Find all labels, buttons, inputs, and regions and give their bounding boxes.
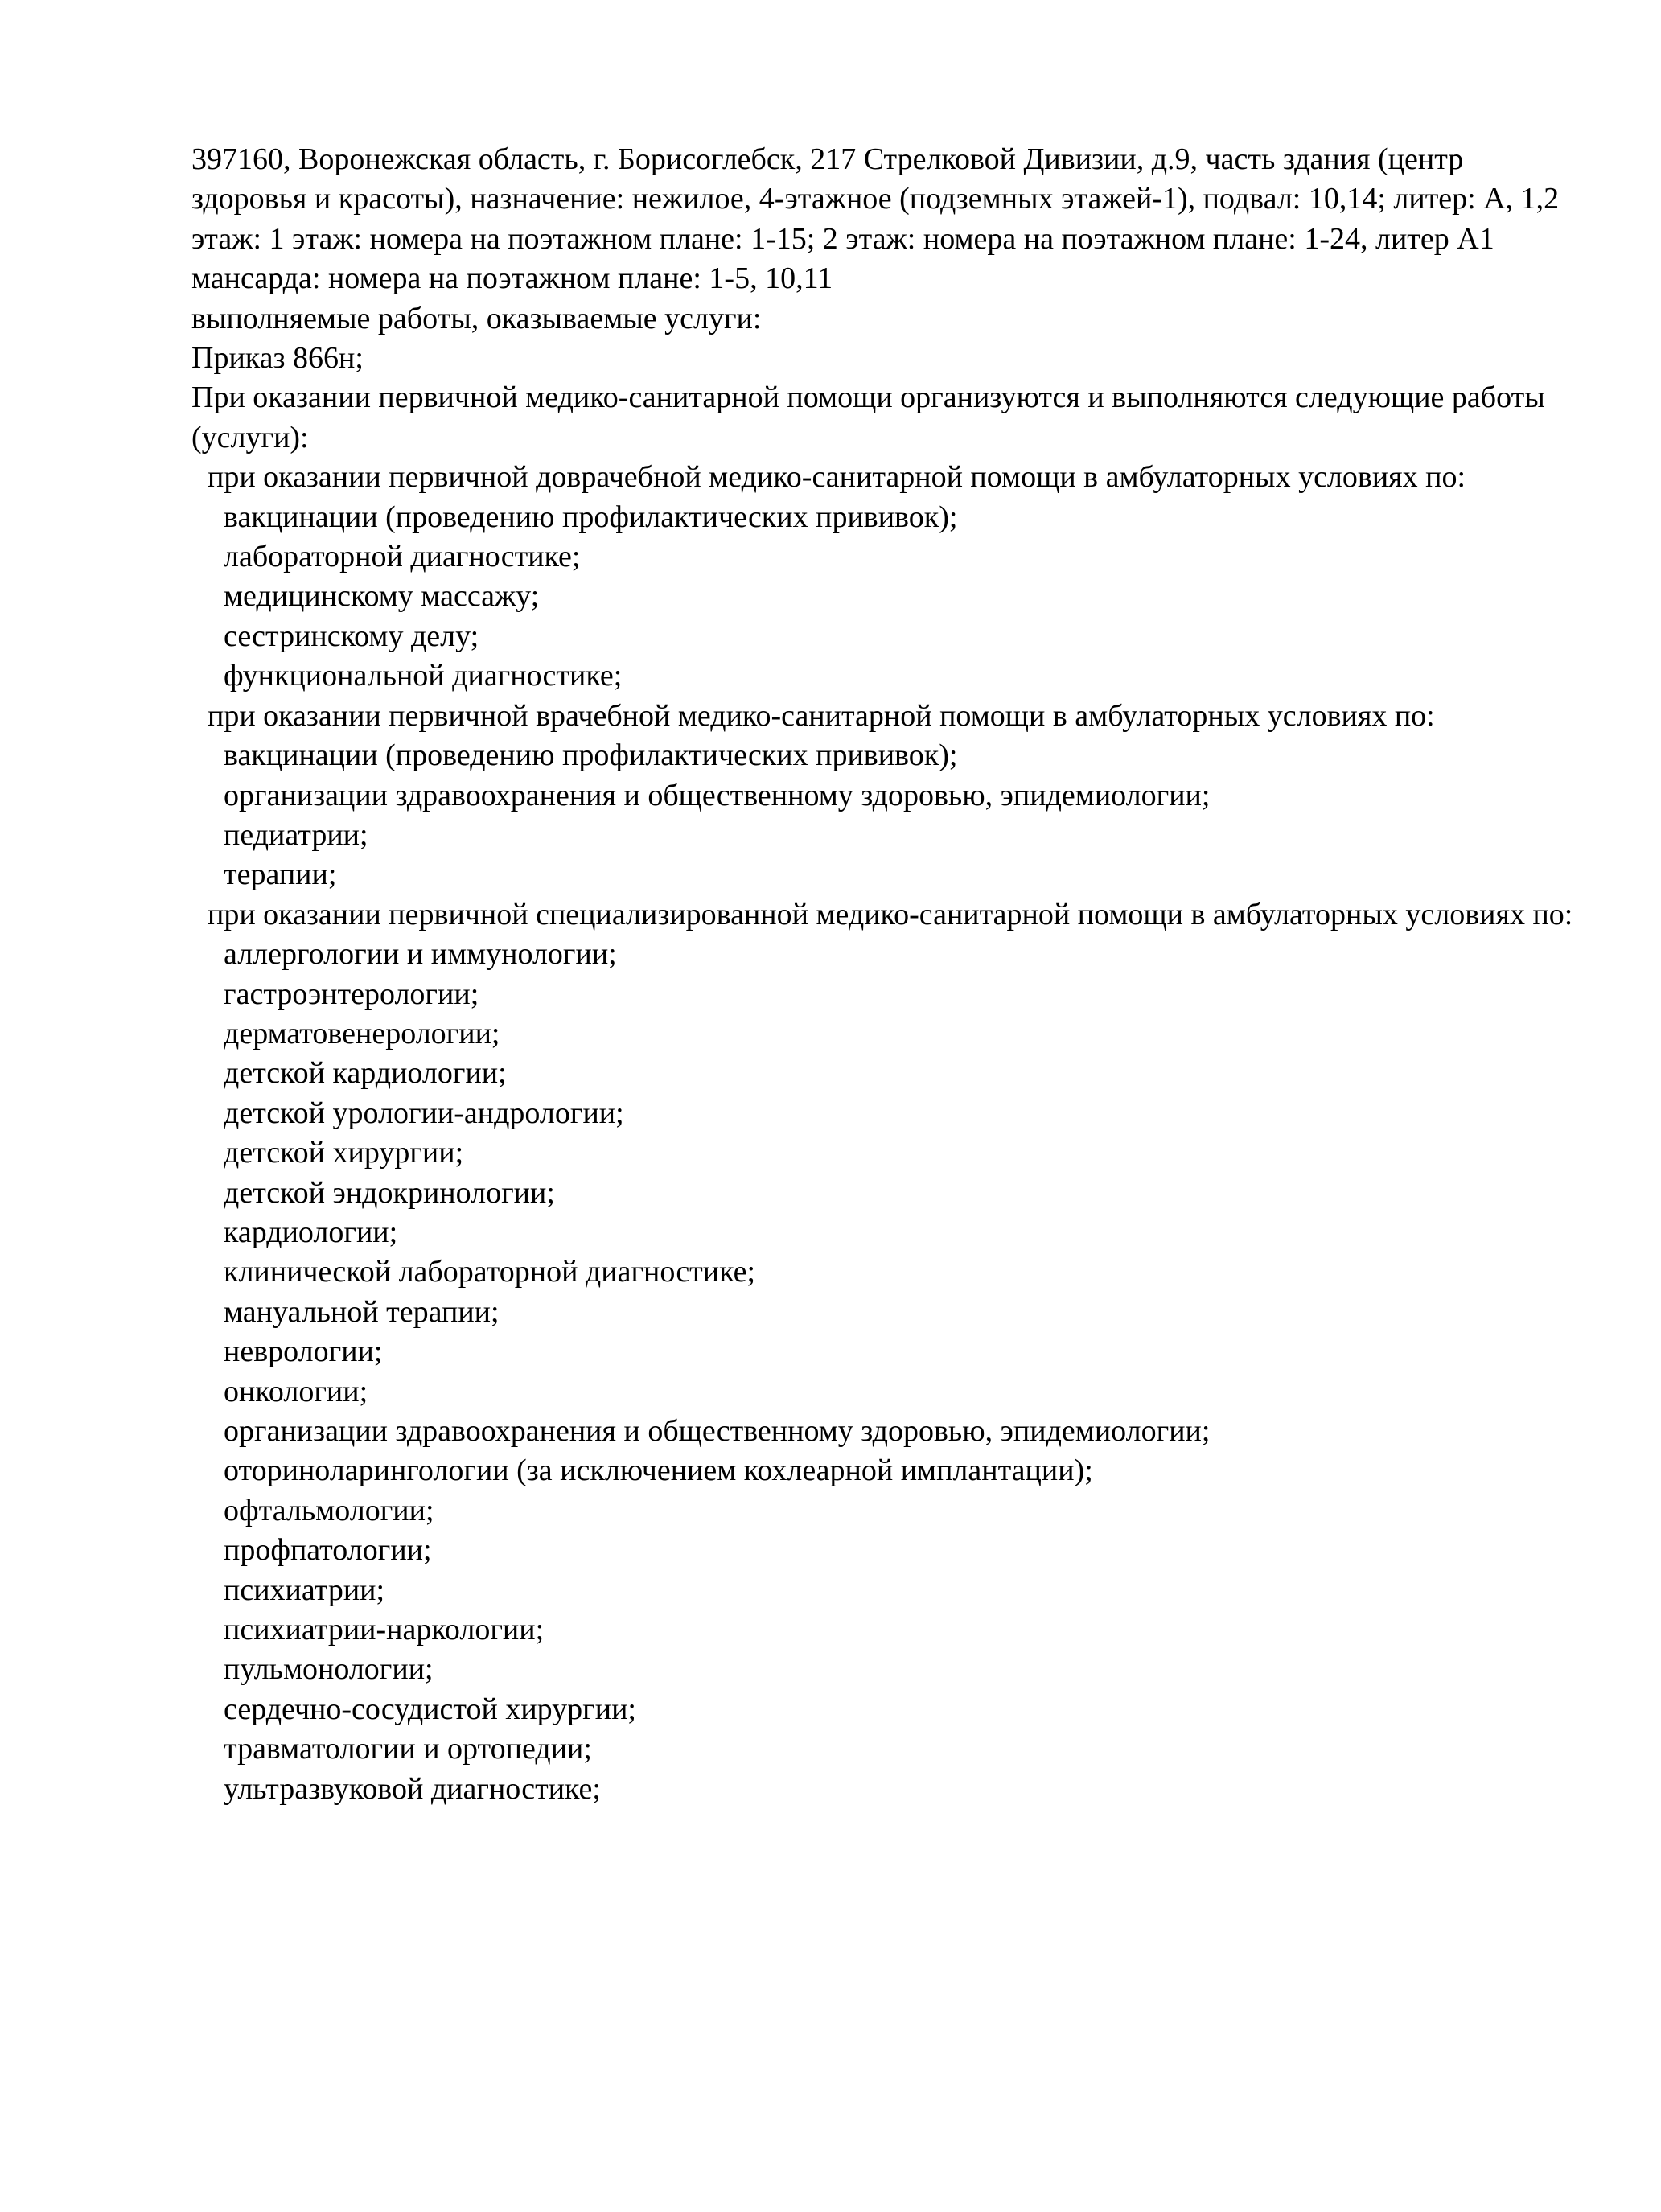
list-item: оториноларингологии (за исключением кохлеарной имплантации); — [224, 1453, 1093, 1488]
list-item: детской эндокринологии; — [224, 1175, 555, 1210]
works-heading: выполняемые работы, оказываемые услуги: — [191, 301, 762, 335]
list-item: гастроэнтерологии; — [224, 976, 479, 1011]
list-item: дерматовенерологии; — [224, 1016, 500, 1050]
section-physician — [191, 697, 1575, 895]
intro-paragraph: При оказании первичной медико-санитарной помощи организуются и выполняются следующие работы (услуги): — [191, 380, 1553, 454]
list-item: детской урологии-андрологии; — [224, 1096, 624, 1130]
address-paragraph: 397160, Воронежская область, г. Борисоглебск, 217 Стрелковой Дивизии, д.9, часть здания (центр здоровья и красоты), назначение: нежилое, 4-этажное (подземных этажей-1), подвал: 10,14; литер: А, 1,2 этаж: 1 этаж: номера на поэтажном плане: 1-15; 2 этаж: номера на поэтажном плане: 1-24, литер А1 мансарда: номера на поэтажном плане: 1-5, 10,11 — [191, 142, 1567, 296]
order-reference: Приказ 866н; — [191, 341, 364, 376]
list-item: вакцинации (проведению профилактических прививок); — [224, 500, 958, 534]
list-item: детской хирургии; — [224, 1136, 464, 1170]
list-item: организации здравоохранения и общественному здоровью, эпидемиологии; — [224, 1414, 1211, 1448]
document-body — [191, 140, 1575, 1809]
list-item: офтальмологии; — [224, 1493, 434, 1527]
list-item: мануальной терапии; — [224, 1294, 500, 1329]
section-prehospital — [191, 458, 1575, 696]
section-heading: при оказании первичной доврачебной медико-санитарной помощи в амбулаторных условиях по: — [208, 460, 1466, 495]
list-item: аллергологии и иммунологии; — [224, 937, 617, 972]
list-item: лабораторной диагностике; — [224, 540, 581, 574]
section-heading: при оказании первичной специализированной медико-санитарной помощи в амбулаторных условиях по: — [208, 897, 1573, 931]
list-item: терапии; — [224, 857, 337, 892]
list-item: психиатрии-наркологии; — [224, 1613, 545, 1647]
list-item: сердечно-сосудистой хирургии; — [224, 1692, 636, 1726]
list-item: ультразвуковой диагностике; — [224, 1771, 601, 1806]
list-item: клинической лабораторной диагностике; — [224, 1255, 756, 1289]
list-item: педиатрии; — [224, 817, 368, 852]
list-item: сестринскому делу; — [224, 619, 479, 653]
section-specialized — [191, 895, 1575, 1809]
list-item: медицинскому массажу; — [224, 579, 540, 614]
list-item: профпатологии; — [224, 1533, 432, 1568]
list-item: травматологии и ортопедии; — [224, 1732, 592, 1766]
list-item: неврологии; — [224, 1334, 383, 1369]
list-item: онкологии; — [224, 1374, 368, 1408]
list-item: психиатрии; — [224, 1573, 385, 1607]
list-item: детской кардиологии; — [224, 1056, 507, 1091]
list-item: вакцинации (проведению профилактических прививок); — [224, 738, 958, 773]
section-heading: при оказании первичной врачебной медико-санитарной помощи в амбулаторных условиях по: — [208, 698, 1435, 733]
list-item: функциональной диагностике; — [224, 659, 623, 693]
list-item: кардиологии; — [224, 1215, 398, 1249]
list-item: организации здравоохранения и общественному здоровью, эпидемиологии; — [224, 778, 1211, 812]
list-item: пульмонологии; — [224, 1652, 434, 1687]
